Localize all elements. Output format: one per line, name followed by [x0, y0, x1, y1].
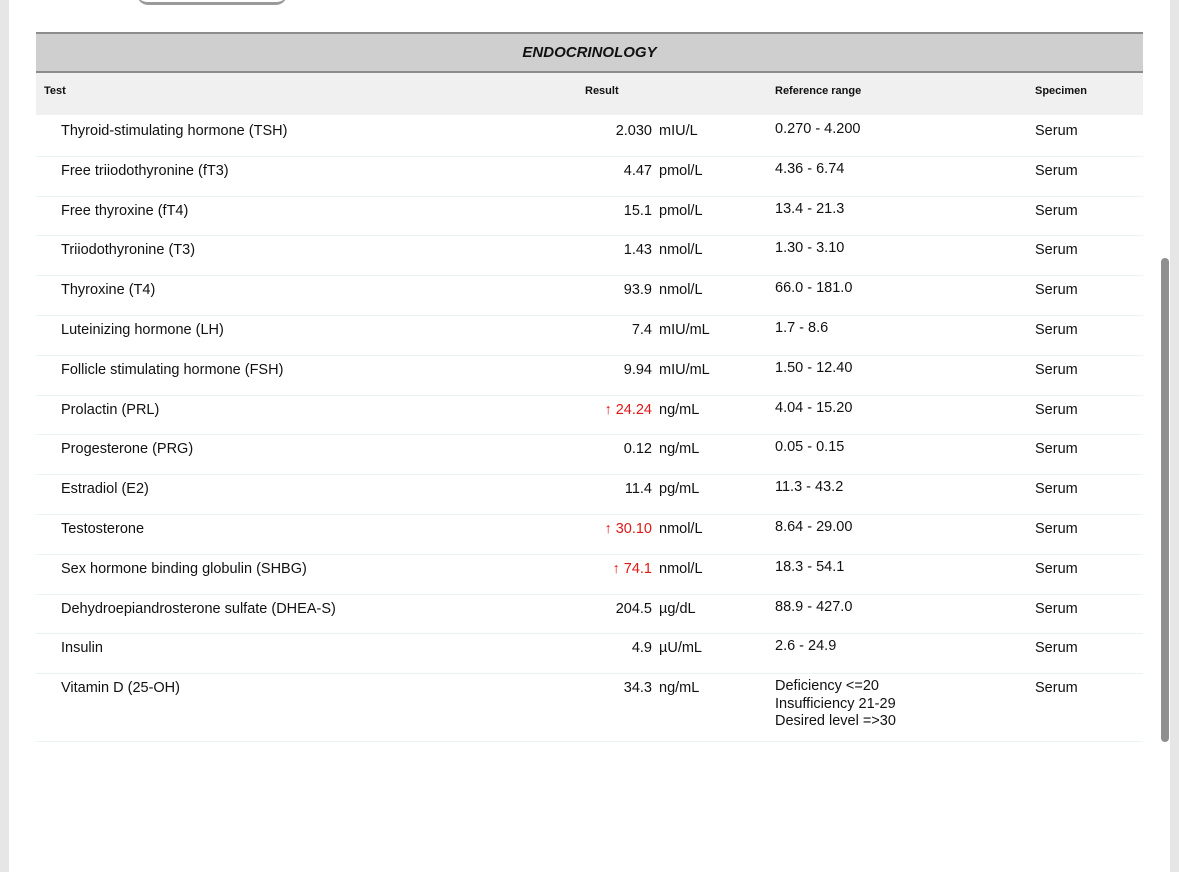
result-unit: nmol/L [659, 520, 703, 537]
table-row [36, 157, 1143, 197]
column-header-row [36, 73, 1143, 115]
result-number: 9.94 [623, 361, 652, 378]
test-name: Sex hormone binding globulin (SHBG) [61, 560, 307, 577]
column-header-test: Test [44, 85, 66, 97]
test-name: Follicle stimulating hormone (FSH) [61, 361, 284, 378]
result-value [624, 362, 652, 378]
report-page [9, 0, 1170, 872]
reference-range-line: Desired level =>30 [775, 713, 896, 730]
test-name: Estradiol (E2) [61, 481, 149, 498]
table-row [36, 236, 1143, 276]
reference-range: 4.36 - 6.74 [775, 160, 845, 177]
result-number: 34.3 [623, 680, 652, 697]
reference-range: 0.270 - 4.200 [775, 121, 861, 137]
result-unit: nmol/L [659, 560, 703, 577]
reference-range: 18.3 - 54.1 [775, 558, 845, 575]
reference-range: 88.9 - 427.0 [775, 598, 853, 615]
high-flag-icon: ↑ [604, 520, 612, 537]
column-header-specimen: Specimen [1035, 85, 1087, 97]
result-unit: ng/mL [659, 680, 700, 697]
test-name: Free triiodothyronine (fT3) [61, 162, 229, 179]
result-value [625, 481, 652, 497]
specimen: Serum [1035, 361, 1078, 378]
reference-range: 11.3 - 43.2 [775, 479, 844, 496]
specimen: Serum [1035, 123, 1078, 139]
reference-range-line: Deficiency <=20 [775, 678, 879, 695]
test-name: Testosterone [61, 520, 145, 537]
specimen: Serum [1035, 680, 1078, 697]
result-unit: µU/mL [659, 640, 702, 657]
reference-range: 2.6 - 24.9 [775, 638, 837, 655]
result-number: 1.43 [623, 242, 652, 259]
table-row [36, 276, 1143, 316]
result-unit: pmol/L [659, 202, 703, 219]
reference-range: 1.50 - 12.40 [775, 359, 853, 376]
result-unit: mIU/mL [659, 361, 710, 378]
reference-range: 66.0 - 181.0 [775, 280, 853, 297]
test-name: Insulin [61, 640, 103, 657]
result-number: 30.10 [615, 520, 652, 537]
specimen: Serum [1035, 401, 1078, 418]
table-row [36, 515, 1143, 555]
result-number: 74.1 [623, 560, 652, 577]
table-row [36, 117, 1143, 157]
table-row [36, 595, 1143, 635]
reference-range [775, 678, 896, 731]
test-name: Thyroxine (T4) [61, 282, 156, 299]
result-number: 7.4 [631, 321, 652, 338]
reference-range: 0.05 - 0.15 [775, 439, 845, 456]
table-row [36, 197, 1143, 237]
test-name: Dehydroepiandrosterone sulfate (DHEA-S) [61, 600, 336, 617]
table-row [36, 435, 1143, 475]
result-unit: nmol/L [659, 282, 703, 299]
specimen: Serum [1035, 242, 1078, 259]
result-number: 4.47 [623, 162, 652, 179]
result-unit: nmol/L [659, 242, 703, 259]
result-value [604, 402, 652, 418]
reference-range: 1.7 - 8.6 [775, 319, 829, 336]
test-name: Luteinizing hormone (LH) [61, 321, 224, 338]
specimen: Serum [1035, 481, 1078, 498]
test-name: Free thyroxine (fT4) [61, 202, 189, 219]
logo-fragment [137, 0, 287, 5]
result-unit: pg/mL [659, 481, 700, 498]
section-title: ENDOCRINOLOGY [36, 32, 1143, 73]
result-value [624, 282, 652, 298]
result-unit: mIU/mL [659, 321, 710, 338]
result-unit: µg/dL [659, 600, 696, 617]
result-value [624, 242, 652, 258]
result-number: 93.9 [623, 282, 652, 299]
specimen: Serum [1035, 321, 1078, 338]
reference-range: 13.4 - 21.3 [775, 200, 845, 217]
result-value [616, 123, 652, 139]
scrollbar-thumb[interactable] [1161, 258, 1169, 742]
test-name: Vitamin D (25-OH) [61, 680, 180, 697]
test-name: Triiodothyronine (T3) [61, 242, 196, 259]
result-value [613, 561, 652, 577]
table-row [36, 316, 1143, 356]
specimen: Serum [1035, 162, 1078, 179]
result-value [632, 640, 652, 656]
result-number: 15.1 [623, 202, 652, 219]
result-number: 4.9 [631, 640, 652, 657]
table-row [36, 356, 1143, 396]
high-flag-icon: ↑ [604, 401, 612, 418]
result-value [632, 322, 652, 338]
result-value [604, 521, 652, 537]
specimen: Serum [1035, 441, 1078, 458]
specimen: Serum [1035, 520, 1078, 537]
result-unit: pmol/L [659, 162, 703, 179]
result-value [624, 680, 652, 696]
test-name: Progesterone (PRG) [61, 441, 194, 458]
results-table [36, 117, 1143, 742]
result-value [624, 441, 652, 457]
result-value [616, 601, 652, 617]
table-row [36, 555, 1143, 595]
high-flag-icon: ↑ [612, 560, 620, 577]
reference-range: 1.30 - 3.10 [775, 240, 845, 257]
result-number: 204.5 [615, 600, 652, 617]
result-number: 24.24 [615, 401, 652, 418]
reference-range: 8.64 - 29.00 [775, 518, 853, 535]
result-number: 2.030 [615, 123, 652, 139]
column-header-result: Result [585, 85, 619, 97]
result-value [624, 203, 652, 219]
table-row [36, 396, 1143, 436]
reference-range-line: Insufficiency 21-29 [775, 695, 896, 712]
reference-range: 4.04 - 15.20 [775, 399, 853, 416]
test-name: Prolactin (PRL) [61, 401, 160, 418]
column-header-reference: Reference range [775, 85, 862, 97]
table-row [36, 634, 1143, 674]
table-row [36, 674, 1143, 742]
result-unit: ng/mL [659, 401, 700, 418]
specimen: Serum [1035, 202, 1078, 219]
specimen: Serum [1035, 560, 1078, 577]
result-unit: ng/mL [659, 441, 700, 458]
table-row [36, 475, 1143, 515]
specimen: Serum [1035, 640, 1078, 657]
result-number: 0.12 [623, 441, 652, 458]
test-name: Thyroid-stimulating hormone (TSH) [61, 123, 288, 139]
specimen: Serum [1035, 282, 1078, 299]
result-number: 11.4 [624, 481, 652, 498]
result-unit: mIU/L [659, 123, 698, 139]
result-value [624, 163, 652, 179]
specimen: Serum [1035, 600, 1078, 617]
